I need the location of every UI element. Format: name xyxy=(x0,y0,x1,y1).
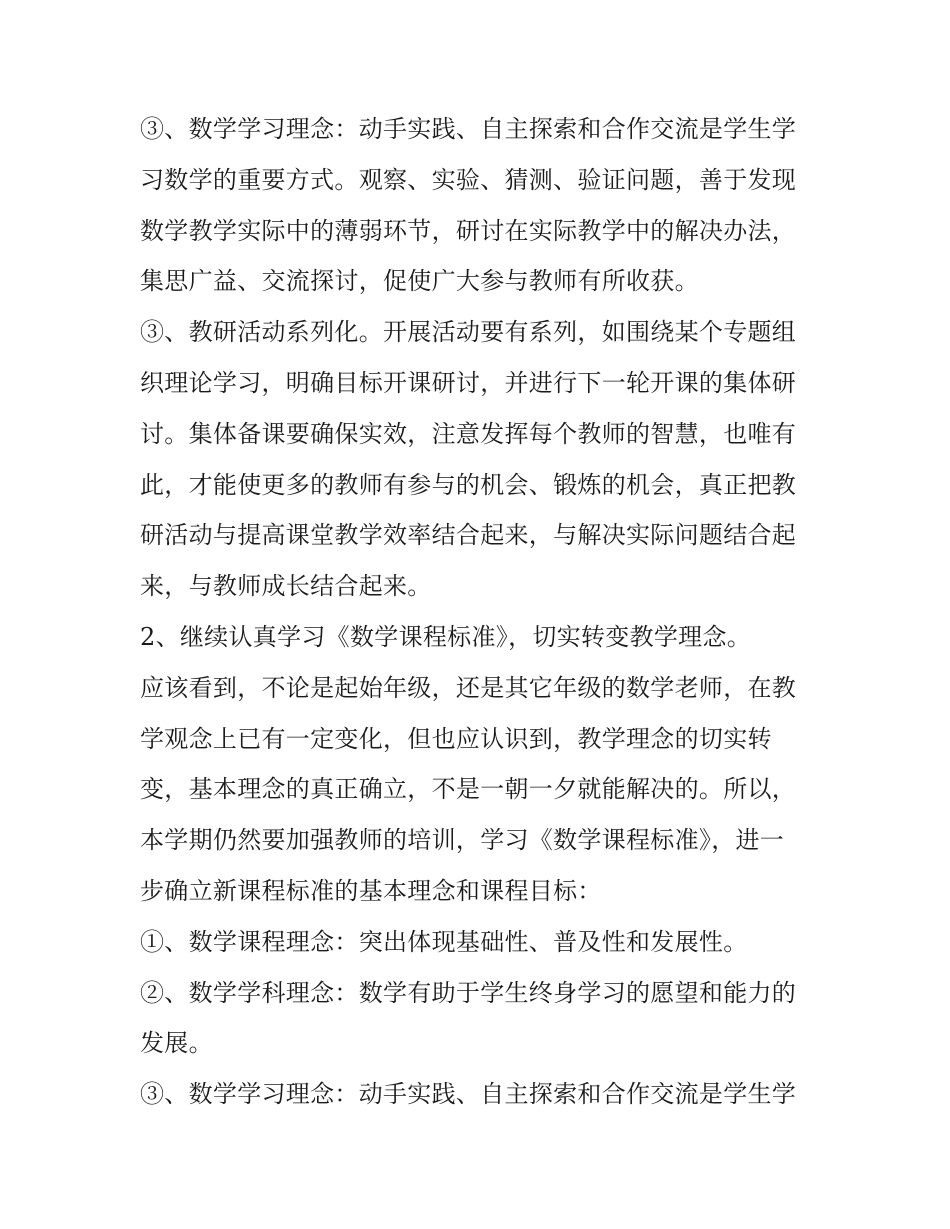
text-line: 此，才能使更多的教师有参与的机会、锻炼的机会，真正把教 xyxy=(140,470,797,499)
text-line: 发展。 xyxy=(140,1029,213,1058)
text-line: 来，与教师成长结合起来。 xyxy=(140,572,432,601)
document-body xyxy=(140,104,820,1120)
text-line: 习数学的重要方式。观察、实验、猜测、验证问题，善于发现 xyxy=(140,165,797,194)
text-line: ①、数学课程理念：突出体现基础性、普及性和发展性。 xyxy=(140,927,748,956)
text-line: 数学教学实际中的薄弱环节，研讨在实际教学中的解决办法， xyxy=(140,216,797,245)
text-line: ③、数学学习理念：动手实践、自主探索和合作交流是学生学 xyxy=(140,1080,797,1109)
text-line: ③、教研活动系列化。开展活动要有系列，如围绕某个专题组 xyxy=(140,318,797,347)
text-line: 变，基本理念的真正确立，不是一朝一夕就能解决的。所以， xyxy=(140,775,797,804)
text-line: ③、数学学习理念：动手实践、自主探索和合作交流是学生学 xyxy=(140,115,797,143)
text-line: 集思广益、交流探讨，促使广大参与教师有所收获。 xyxy=(140,267,699,296)
text-line: ②、数学学科理念：数学有助于学生终身学习的愿望和能力的 xyxy=(140,978,797,1007)
text-line: 学观念上已有一定变化，但也应认识到，教学理念的切实转 xyxy=(140,724,772,753)
text-line: 织理论学习，明确目标开课研讨，并进行下一轮开课的集体研 xyxy=(140,368,797,397)
text-line: 步确立新课程标准的基本理念和课程目标： xyxy=(140,876,602,905)
text-line: 应该看到，不论是起始年级，还是其它年级的数学老师，在教 xyxy=(140,673,797,702)
section-heading: 2、继续认真学习《数学课程标准》，切实转变教学理念。 xyxy=(140,622,752,651)
text-line: 研活动与提高课堂教学效率结合起来，与解决实际问题结合起 xyxy=(140,521,797,550)
text-line: 讨。集体备课要确保实效，注意发挥每个教师的智慧，也唯有 xyxy=(140,419,797,448)
text-line: 本学期仍然要加强教师的培训，学习《数学课程标准》，进一 xyxy=(140,826,785,855)
